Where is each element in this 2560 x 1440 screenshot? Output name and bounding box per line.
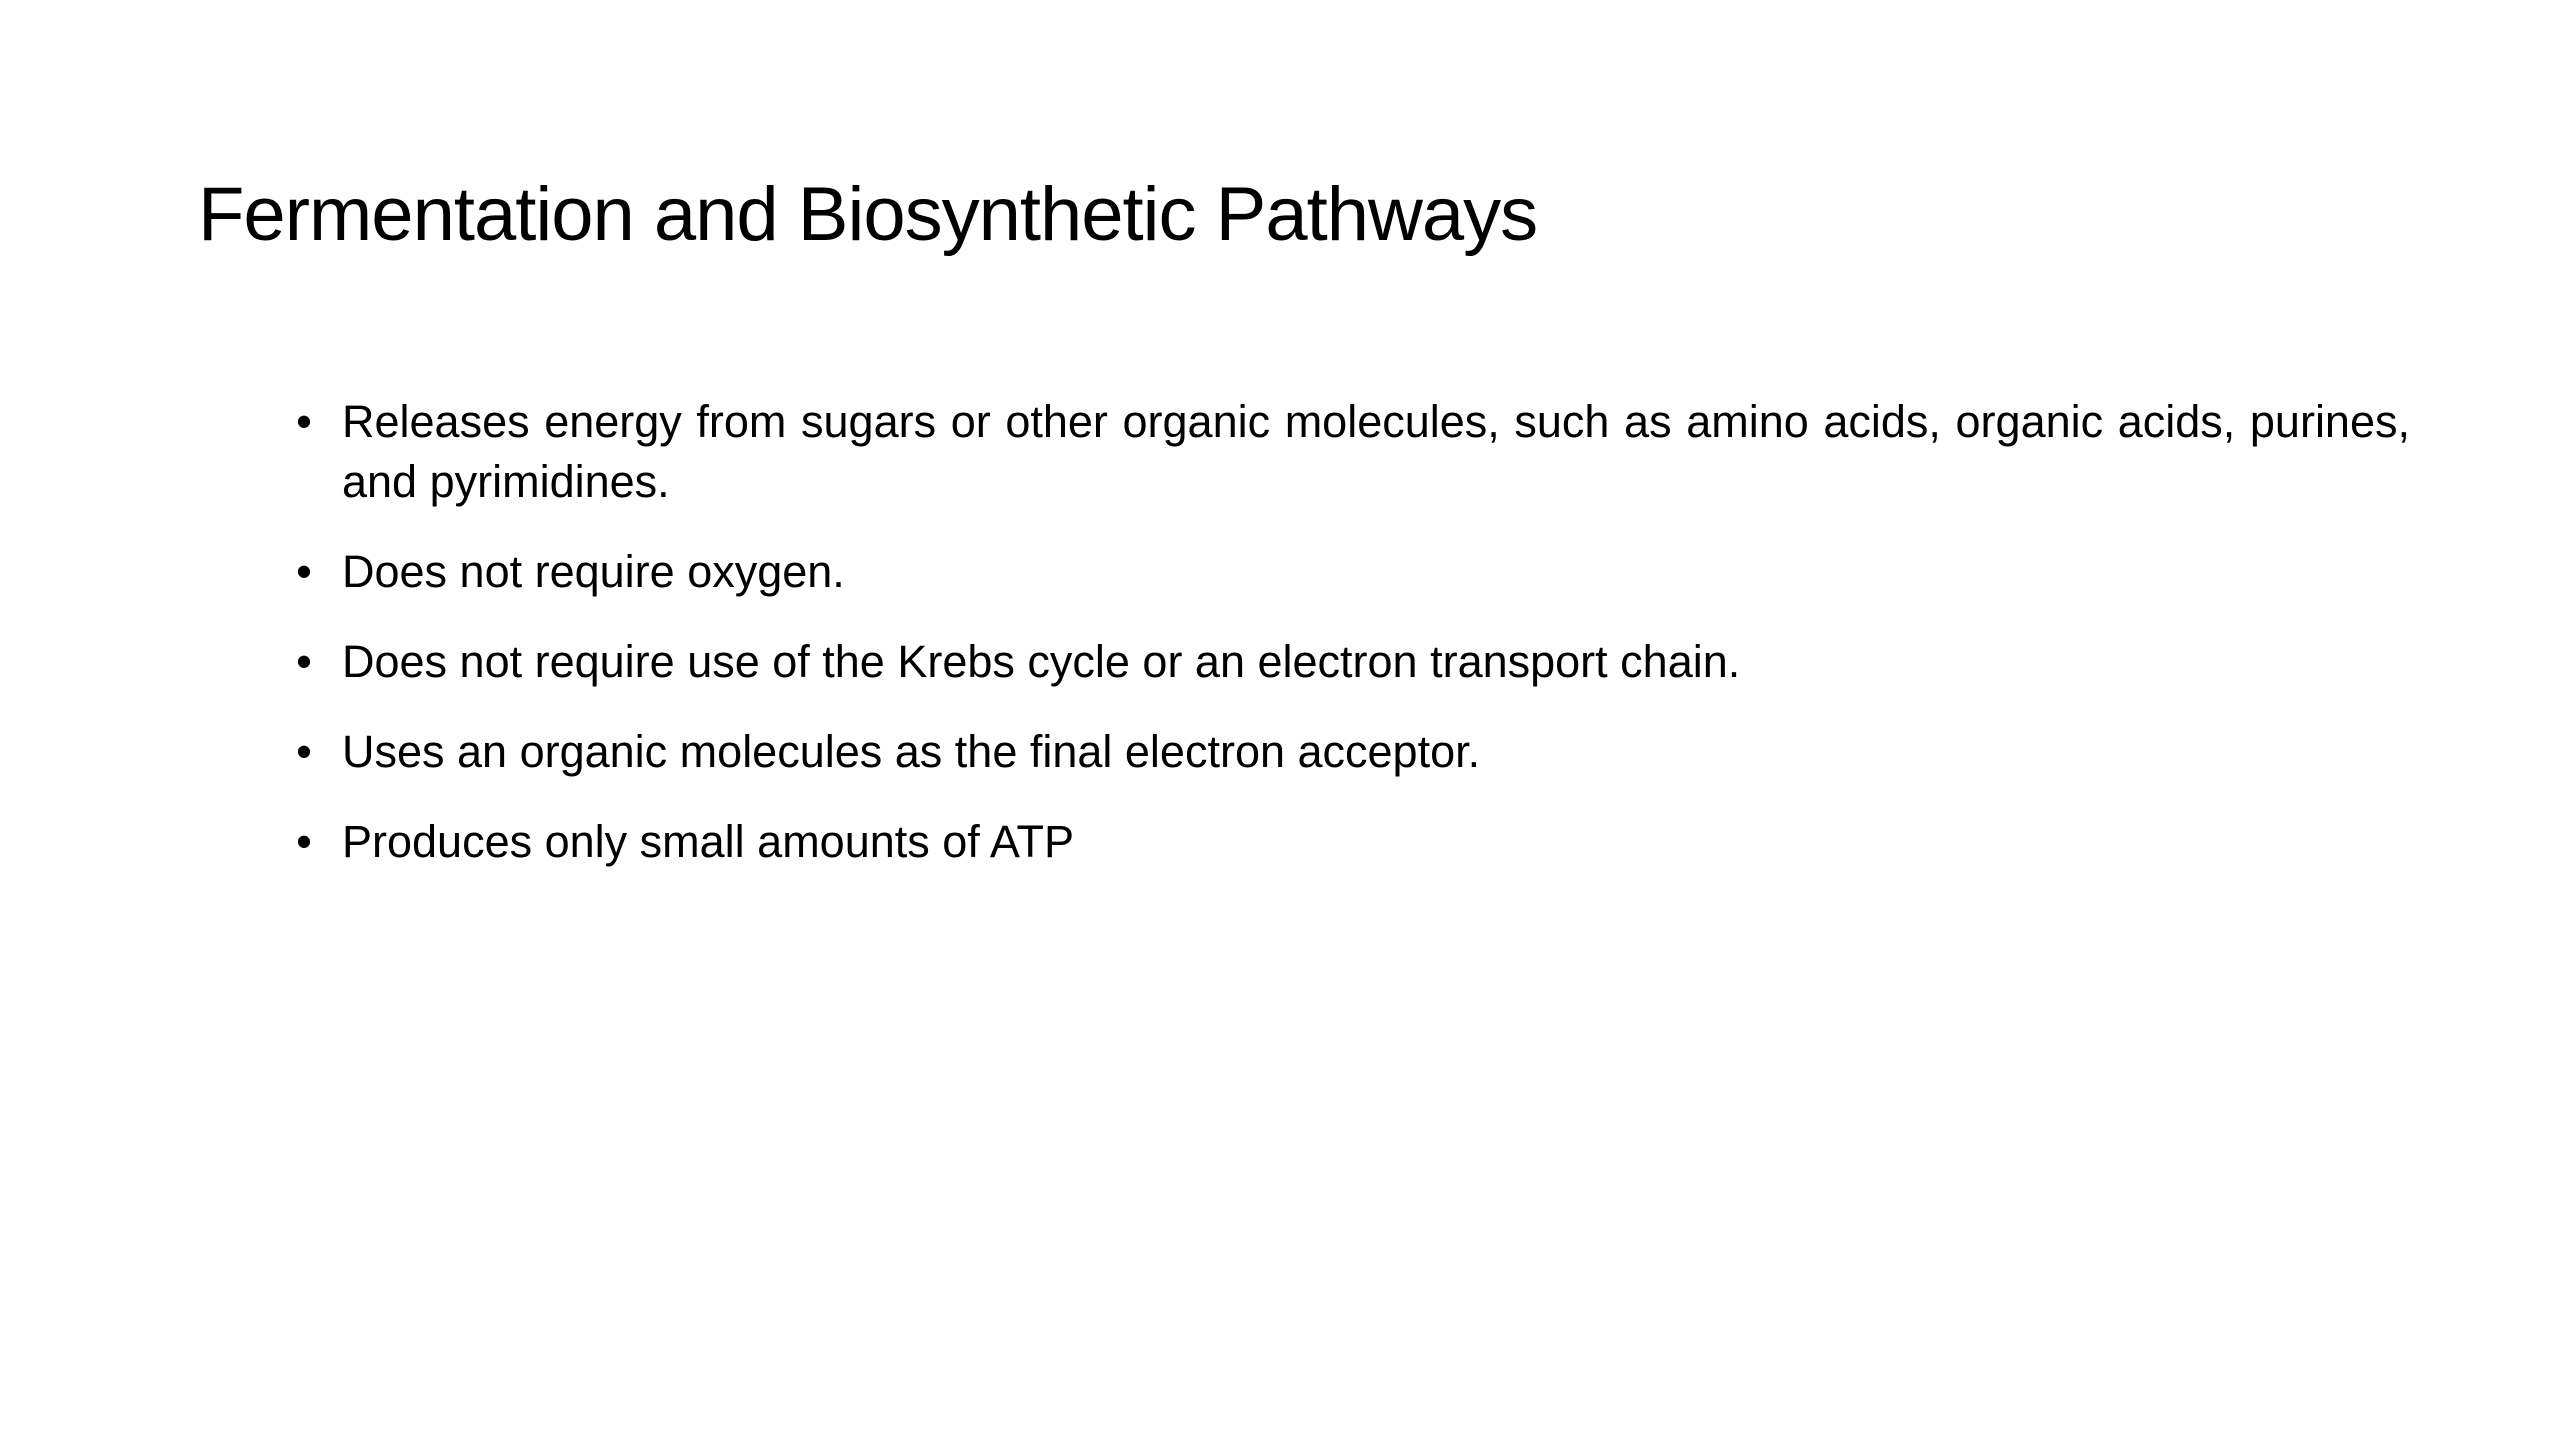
bullet-dot-icon: • bbox=[296, 396, 312, 447]
bullet-item bbox=[290, 632, 2410, 692]
bullet-list bbox=[290, 392, 2410, 902]
bullet-dot-icon: • bbox=[296, 636, 312, 687]
bullet-dot-icon: • bbox=[296, 816, 312, 867]
bullet-item bbox=[290, 542, 2410, 602]
bullet-text: Releases energy from sugars or other organic molecules, such as amino acids, organic acids, purines, and pyrimidines. bbox=[342, 396, 2410, 507]
bullet-text: Produces only small amounts of ATP bbox=[342, 816, 1074, 867]
bullet-item bbox=[290, 722, 2410, 782]
slide-title: Fermentation and Biosynthetic Pathways bbox=[198, 172, 1538, 257]
bullet-item bbox=[290, 812, 2410, 872]
bullet-text: Does not require use of the Krebs cycle or an electron transport chain. bbox=[342, 636, 1741, 687]
bullet-dot-icon: • bbox=[296, 546, 312, 597]
bullet-dot-icon: • bbox=[296, 726, 312, 777]
bullet-text: Uses an organic molecules as the final electron acceptor. bbox=[342, 726, 1481, 777]
bullet-text: Does not require oxygen. bbox=[342, 546, 845, 597]
bullet-item bbox=[290, 392, 2410, 512]
